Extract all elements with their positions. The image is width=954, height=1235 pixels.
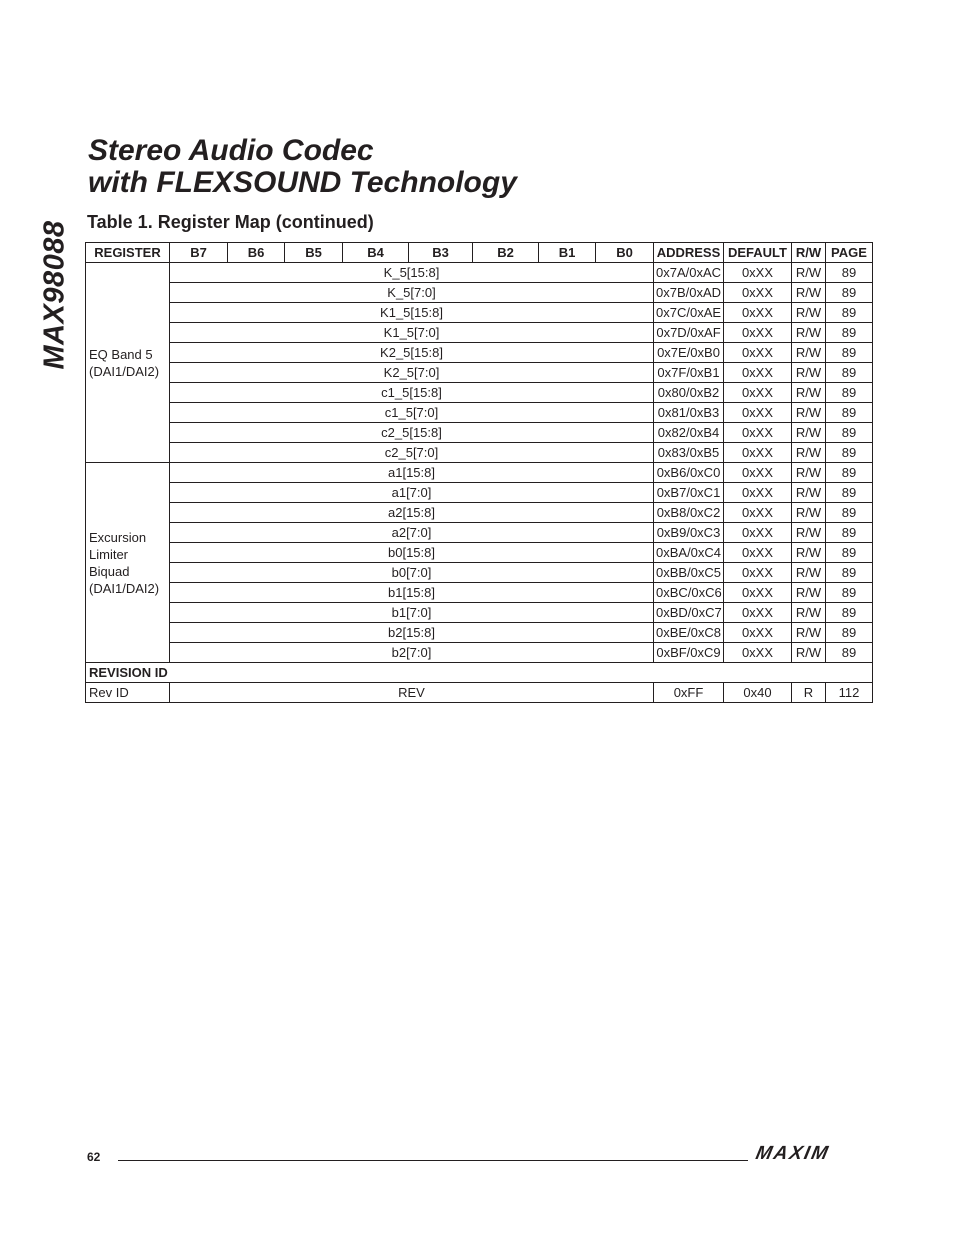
table-row	[86, 403, 873, 423]
default-cell: 0xXX	[724, 503, 792, 523]
table-row	[86, 643, 873, 663]
address-cell: 0x80/0xB2	[654, 383, 724, 403]
header-b2: B2	[473, 243, 539, 263]
default-cell: 0xXX	[724, 523, 792, 543]
rw-cell: R/W	[792, 483, 826, 503]
register-bits-cell: b2[7:0]	[170, 643, 654, 663]
page-cell: 89	[826, 263, 873, 283]
default-cell: 0xXX	[724, 463, 792, 483]
rw-cell: R/W	[792, 423, 826, 443]
header-address: ADDRESS	[654, 243, 724, 263]
address-cell: 0x7C/0xAE	[654, 303, 724, 323]
address-cell: 0x7E/0xB0	[654, 343, 724, 363]
page-cell: 89	[826, 503, 873, 523]
register-bits-cell: b1[7:0]	[170, 603, 654, 623]
page-cell: 89	[826, 283, 873, 303]
header-b6: B6	[228, 243, 285, 263]
default-cell: 0x40	[724, 683, 792, 703]
register-bits-cell: K2_5[15:8]	[170, 343, 654, 363]
title-line-1: Stereo Audio Codec	[88, 134, 374, 167]
address-cell: 0x7A/0xAC	[654, 263, 724, 283]
rw-cell: R/W	[792, 523, 826, 543]
address-cell: 0xBB/0xC5	[654, 563, 724, 583]
page-cell: 89	[826, 403, 873, 423]
register-group-label-line: Excursion	[89, 529, 147, 545]
address-cell: 0xBA/0xC4	[654, 543, 724, 563]
table-row	[86, 303, 873, 323]
header-b1: B1	[539, 243, 596, 263]
page-cell: 89	[826, 523, 873, 543]
rw-cell: R/W	[792, 283, 826, 303]
rw-cell: R/W	[792, 323, 826, 343]
table-header-row	[86, 243, 873, 263]
side-part-number-text: MAX98088	[38, 220, 71, 370]
table-row	[86, 363, 873, 383]
table-row	[86, 523, 873, 543]
page-cell: 89	[826, 543, 873, 563]
header-default: DEFAULT	[724, 243, 792, 263]
section-row	[86, 663, 873, 683]
address-cell: 0xFF	[654, 683, 724, 703]
register-group-label	[86, 263, 170, 463]
header-register: REGISTER	[86, 243, 170, 263]
page-cell: 89	[826, 483, 873, 503]
page-cell: 89	[826, 623, 873, 643]
default-cell: 0xXX	[724, 283, 792, 303]
document-title	[88, 135, 517, 199]
register-group-label-line: (DAI1/DAI2)	[89, 363, 160, 379]
header-page: PAGE	[826, 243, 873, 263]
table-row	[86, 543, 873, 563]
header-b0: B0	[596, 243, 654, 263]
header-b4: B4	[343, 243, 409, 263]
register-bits-cell: b0[15:8]	[170, 543, 654, 563]
rw-cell: R/W	[792, 303, 826, 323]
rw-cell: R/W	[792, 263, 826, 283]
table-row	[86, 483, 873, 503]
register-bits-cell: K2_5[7:0]	[170, 363, 654, 383]
register-bits-cell: a1[15:8]	[170, 463, 654, 483]
section-title: REVISION ID	[86, 663, 873, 683]
address-cell: 0xBC/0xC6	[654, 583, 724, 603]
rw-cell: R	[792, 683, 826, 703]
rw-cell: R/W	[792, 463, 826, 483]
register-bits-cell: b1[15:8]	[170, 583, 654, 603]
page-cell: 89	[826, 343, 873, 363]
address-cell: 0xBD/0xC7	[654, 603, 724, 623]
address-cell: 0x83/0xB5	[654, 443, 724, 463]
register-group-label-line: Biquad	[89, 563, 130, 579]
address-cell: 0x82/0xB4	[654, 423, 724, 443]
page-cell: 112	[826, 683, 873, 703]
page-cell: 89	[826, 443, 873, 463]
default-cell: 0xXX	[724, 343, 792, 363]
table-row	[86, 463, 873, 483]
table-row	[86, 603, 873, 623]
default-cell: 0xXX	[724, 643, 792, 663]
default-cell: 0xXX	[724, 403, 792, 423]
page-cell: 89	[826, 303, 873, 323]
table-row	[86, 683, 873, 703]
page-cell: 89	[826, 363, 873, 383]
rw-cell: R/W	[792, 623, 826, 643]
table-row	[86, 583, 873, 603]
rw-cell: R/W	[792, 443, 826, 463]
table-row	[86, 443, 873, 463]
page-cell: 89	[826, 603, 873, 623]
register-group-label-line: EQ Band 5	[89, 346, 153, 362]
table-row	[86, 283, 873, 303]
table-body	[86, 263, 873, 703]
header-b7: B7	[170, 243, 228, 263]
rw-cell: R/W	[792, 583, 826, 603]
address-cell: 0xB8/0xC2	[654, 503, 724, 523]
default-cell: 0xXX	[724, 543, 792, 563]
rw-cell: R/W	[792, 503, 826, 523]
rw-cell: R/W	[792, 363, 826, 383]
default-cell: 0xXX	[724, 443, 792, 463]
header-b5: B5	[285, 243, 343, 263]
address-cell: 0x7D/0xAF	[654, 323, 724, 343]
register-bits-cell: c2_5[7:0]	[170, 443, 654, 463]
default-cell: 0xXX	[724, 483, 792, 503]
rw-cell: R/W	[792, 643, 826, 663]
page-cell: 89	[826, 383, 873, 403]
title-line-2: with FLEXSOUND Technology	[88, 166, 517, 199]
rw-cell: R/W	[792, 563, 826, 583]
page-cell: 89	[826, 423, 873, 443]
default-cell: 0xXX	[724, 423, 792, 443]
footer-rule	[118, 1160, 748, 1161]
header-r-w: R/W	[792, 243, 826, 263]
register-group-label	[86, 463, 170, 663]
table-row	[86, 623, 873, 643]
table-row	[86, 343, 873, 363]
register-bits-cell: b0[7:0]	[170, 563, 654, 583]
register-group-label-line: (DAI1/DAI2)	[89, 580, 160, 596]
address-cell: 0xB9/0xC3	[654, 523, 724, 543]
default-cell: 0xXX	[724, 263, 792, 283]
address-cell: 0x7B/0xAD	[654, 283, 724, 303]
address-cell: 0xB7/0xC1	[654, 483, 724, 503]
register-bits-cell: c1_5[7:0]	[170, 403, 654, 423]
page-cell: 89	[826, 583, 873, 603]
default-cell: 0xXX	[724, 383, 792, 403]
rw-cell: R/W	[792, 543, 826, 563]
default-cell: 0xXX	[724, 563, 792, 583]
register-bits-cell: c2_5[15:8]	[170, 423, 654, 443]
register-map-table	[85, 242, 873, 703]
default-cell: 0xXX	[724, 323, 792, 343]
table-row	[86, 263, 873, 283]
page-cell: 89	[826, 323, 873, 343]
register-bits-cell: a2[7:0]	[170, 523, 654, 543]
register-bits-cell: K_5[15:8]	[170, 263, 654, 283]
side-part-number	[40, 200, 70, 390]
default-cell: 0xXX	[724, 623, 792, 643]
register-bits-cell: a2[15:8]	[170, 503, 654, 523]
register-bits-cell: a1[7:0]	[170, 483, 654, 503]
register-bits-cell: K_5[7:0]	[170, 283, 654, 303]
register-bits-cell: K1_5[15:8]	[170, 303, 654, 323]
page-cell: 89	[826, 463, 873, 483]
page-number: 62	[87, 1150, 101, 1164]
address-cell: 0x81/0xB3	[654, 403, 724, 423]
table-row	[86, 323, 873, 343]
table-row	[86, 503, 873, 523]
rw-cell: R/W	[792, 603, 826, 623]
default-cell: 0xXX	[724, 583, 792, 603]
default-cell: 0xXX	[724, 363, 792, 383]
rw-cell: R/W	[792, 403, 826, 423]
default-cell: 0xXX	[724, 303, 792, 323]
address-cell: 0xB6/0xC0	[654, 463, 724, 483]
address-cell: 0x7F/0xB1	[654, 363, 724, 383]
table-caption: Table 1. Register Map (continued)	[87, 212, 374, 232]
maxim-logo: MAXIM	[753, 1143, 832, 1164]
page-cell: 89	[826, 563, 873, 583]
rw-cell: R/W	[792, 383, 826, 403]
header-b3: B3	[409, 243, 473, 263]
register-bits-cell: K1_5[7:0]	[170, 323, 654, 343]
table-row	[86, 423, 873, 443]
address-cell: 0xBE/0xC8	[654, 623, 724, 643]
register-bits-cell: b2[15:8]	[170, 623, 654, 643]
default-cell: 0xXX	[724, 603, 792, 623]
register-bits-cell: REV	[170, 683, 654, 703]
rw-cell: R/W	[792, 343, 826, 363]
register-name-cell: Rev ID	[86, 683, 170, 703]
register-group-label-line: Limiter	[89, 546, 129, 562]
register-bits-cell: c1_5[15:8]	[170, 383, 654, 403]
page-cell: 89	[826, 643, 873, 663]
address-cell: 0xBF/0xC9	[654, 643, 724, 663]
table-row	[86, 383, 873, 403]
table-row	[86, 563, 873, 583]
